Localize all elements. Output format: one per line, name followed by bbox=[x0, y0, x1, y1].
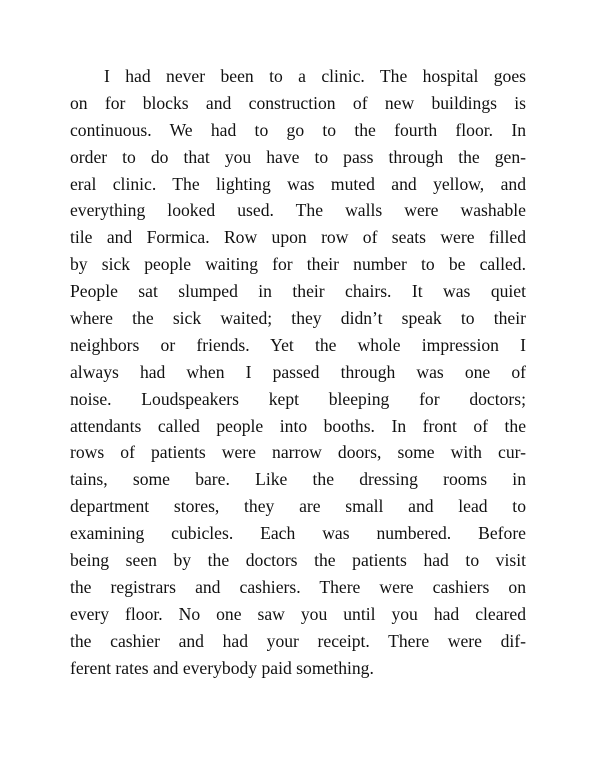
text-line: by sick people waiting for their number to be called. bbox=[70, 254, 526, 275]
text-line: being seen by the doctors the patients had to visit bbox=[70, 550, 526, 571]
text-line: always had when I passed through was one of bbox=[70, 361, 526, 382]
text-line: the registrars and cashiers. There were cashiers on bbox=[70, 576, 526, 597]
text-line: neighbors or friends. Yet the whole impression I bbox=[70, 334, 526, 355]
text-line: department stores, they are small and lead to bbox=[70, 496, 526, 517]
text-line: noise. Loudspeakers kept bleeping for doctors; bbox=[70, 388, 526, 409]
text-line: I had never been to a clinic. The hospital goes bbox=[104, 66, 526, 86]
text-line: tains, some bare. Like the dressing rooms in bbox=[70, 469, 526, 490]
text-line: continuous. We had to go to the fourth floor. In bbox=[70, 119, 526, 140]
text-line: the cashier and had your receipt. There were dif- bbox=[70, 630, 526, 651]
text-line: where the sick waited; they didn’t speak to their bbox=[70, 308, 526, 329]
text-line: rows of patients were narrow doors, some with cur- bbox=[70, 442, 526, 463]
text-line: attendants called people into booths. In front of the bbox=[70, 415, 526, 436]
body-paragraph bbox=[70, 63, 526, 681]
document-page bbox=[70, 63, 526, 681]
text-line: eral clinic. The lighting was muted and yellow, and bbox=[70, 173, 526, 194]
text-line: tile and Formica. Row upon row of seats were filled bbox=[70, 227, 526, 248]
text-line: order to do that you have to pass through the gen- bbox=[70, 146, 526, 167]
text-line: ferent rates and everybody paid something. bbox=[70, 657, 374, 678]
text-line: examining cubicles. Each was numbered. Before bbox=[70, 523, 526, 544]
text-line: every floor. No one saw you until you had cleared bbox=[70, 603, 526, 624]
text-line: People sat slumped in their chairs. It was quiet bbox=[70, 281, 526, 302]
text-line: everything looked used. The walls were washable bbox=[70, 200, 526, 221]
text-line: on for blocks and construction of new buildings is bbox=[70, 92, 526, 113]
